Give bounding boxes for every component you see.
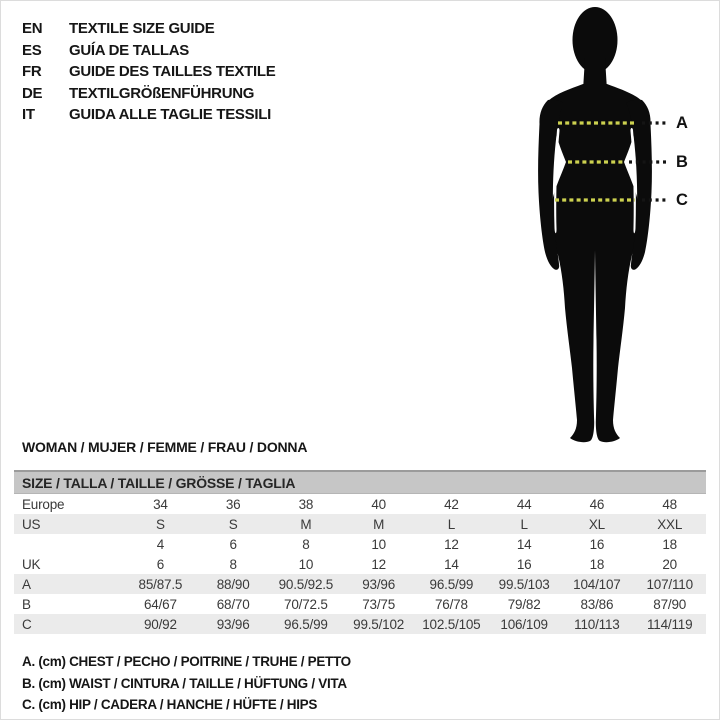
size-cell: 73/75 [362, 596, 396, 612]
size-cell: 18 [589, 556, 605, 572]
size-cell: 44 [516, 496, 532, 512]
size-cell: 40 [371, 496, 386, 512]
size-cell: 12 [371, 556, 386, 572]
measurement-legend [22, 651, 351, 716]
hip-line-label: C [676, 191, 688, 209]
size-cell: 68/70 [216, 596, 250, 612]
size-cell: 88/90 [216, 576, 250, 592]
lang-code: ES [22, 41, 42, 59]
size-cell: M [300, 516, 312, 532]
size-cell: 8 [229, 556, 237, 572]
row-label: US [22, 516, 41, 532]
size-cell: M [373, 516, 385, 532]
size-cell: 107/110 [646, 576, 693, 592]
table-row-us-numeric [14, 534, 706, 554]
size-cell: 110/113 [574, 616, 620, 632]
size-cell: 4 [156, 536, 165, 552]
lang-title: GUIDE DES TAILLES TEXTILE [69, 63, 276, 80]
row-label: A [22, 576, 31, 592]
lang-code: EN [22, 20, 43, 37]
size-cell: 14 [516, 536, 532, 552]
table-row-waist-b [14, 594, 706, 614]
measurement-figure [500, 0, 710, 452]
size-cell: 36 [225, 496, 241, 512]
size-cell: 16 [589, 536, 605, 552]
lang-title: GUIDA ALLE TAGLIE TESSILI [69, 106, 271, 123]
lang-code: FR [22, 63, 42, 80]
size-cell: 96.5/99 [429, 576, 474, 592]
woman-silhouette-icon [500, 0, 710, 452]
lang-title: TEXTILE SIZE GUIDE [69, 20, 215, 37]
size-cell: 93/96 [216, 616, 250, 632]
size-cell: L [447, 516, 456, 532]
size-cell: 106/109 [500, 616, 548, 632]
size-cell: 96.5/99 [284, 616, 328, 632]
table-row-europe [14, 494, 706, 515]
size-cell: 93/96 [362, 576, 396, 592]
lang-title: GUÍA DE TALLAS [69, 41, 189, 59]
size-cell: 104/107 [573, 576, 621, 592]
size-cell: 14 [444, 556, 459, 572]
size-cell: 83/86 [580, 596, 614, 612]
size-cell: 76/78 [434, 596, 468, 612]
size-cell: 6 [156, 556, 165, 572]
row-label: B [22, 596, 31, 612]
size-cell: XL [588, 516, 605, 532]
lang-row-en [22, 18, 275, 40]
table-row-chest-a [14, 574, 706, 594]
size-table [14, 470, 706, 634]
size-cell: L [520, 516, 528, 532]
size-cell: 34 [153, 496, 168, 512]
lang-row-es [22, 40, 275, 62]
size-cell: 114/119 [646, 616, 693, 632]
table-row-hip-c [14, 614, 706, 634]
size-cell: 85/87.5 [138, 576, 183, 592]
table-row-us [14, 514, 706, 534]
size-table-header-row [14, 471, 706, 494]
size-cell: 102.5/105 [422, 616, 481, 632]
row-label [14, 534, 124, 554]
lang-row-de [22, 83, 275, 105]
size-cell: 6 [229, 536, 237, 552]
size-cell: 20 [662, 556, 677, 572]
lang-row-fr [22, 61, 275, 83]
legend-hip: C. (cm) HIP / CADERA / HANCHE / HÜFTE / HIPS [22, 697, 318, 712]
row-label: C [22, 616, 32, 632]
size-cell: 99.5/103 [498, 576, 550, 592]
lang-code: DE [22, 84, 43, 102]
size-cell: 10 [298, 556, 314, 572]
size-cell: S [228, 516, 238, 532]
size-cell: 16 [516, 556, 532, 572]
size-cell: 10 [371, 536, 386, 552]
legend-chest: A. (cm) CHEST / PECHO / POITRINE / TRUHE / PETTO [22, 654, 351, 669]
table-row-uk [14, 554, 706, 574]
size-cell: S [155, 516, 165, 532]
lang-code: IT [22, 106, 35, 123]
size-cell: 8 [302, 536, 310, 552]
size-cell: 70/72.5 [284, 596, 328, 612]
size-cell: 90/92 [143, 616, 177, 632]
size-cell: 12 [444, 536, 459, 552]
language-title-list [22, 18, 275, 126]
section-title-woman: WOMAN / MUJER / FEMME / FRAU / DONNA [22, 439, 308, 455]
row-label: UK [22, 556, 41, 572]
lang-row-it [22, 104, 275, 126]
size-cell: 90.5/92.5 [278, 576, 334, 592]
size-cell: 99.5/102 [353, 616, 405, 632]
size-cell: 46 [589, 496, 605, 512]
size-cell: XXL [657, 516, 683, 532]
size-cell: 38 [298, 496, 314, 512]
chest-line-label: A [676, 114, 688, 132]
size-table-header: SIZE / TALLA / TAILLE / GRÖSSE / TAGLIA [14, 471, 706, 494]
size-cell: 42 [444, 496, 459, 512]
legend-waist: B. (cm) WAIST / CINTURA / TAILLE / HÜFTUNG / VITA [22, 675, 347, 691]
size-cell: 64/67 [143, 596, 177, 612]
row-label: Europe [22, 496, 65, 512]
size-cell: 79/82 [507, 596, 541, 612]
waist-line-label: B [676, 153, 688, 171]
size-cell: 87/90 [653, 596, 687, 612]
size-cell: 18 [662, 536, 677, 552]
size-cell: 48 [662, 496, 677, 512]
lang-title: TEXTILGRÖßENFÜHRUNG [69, 84, 255, 102]
